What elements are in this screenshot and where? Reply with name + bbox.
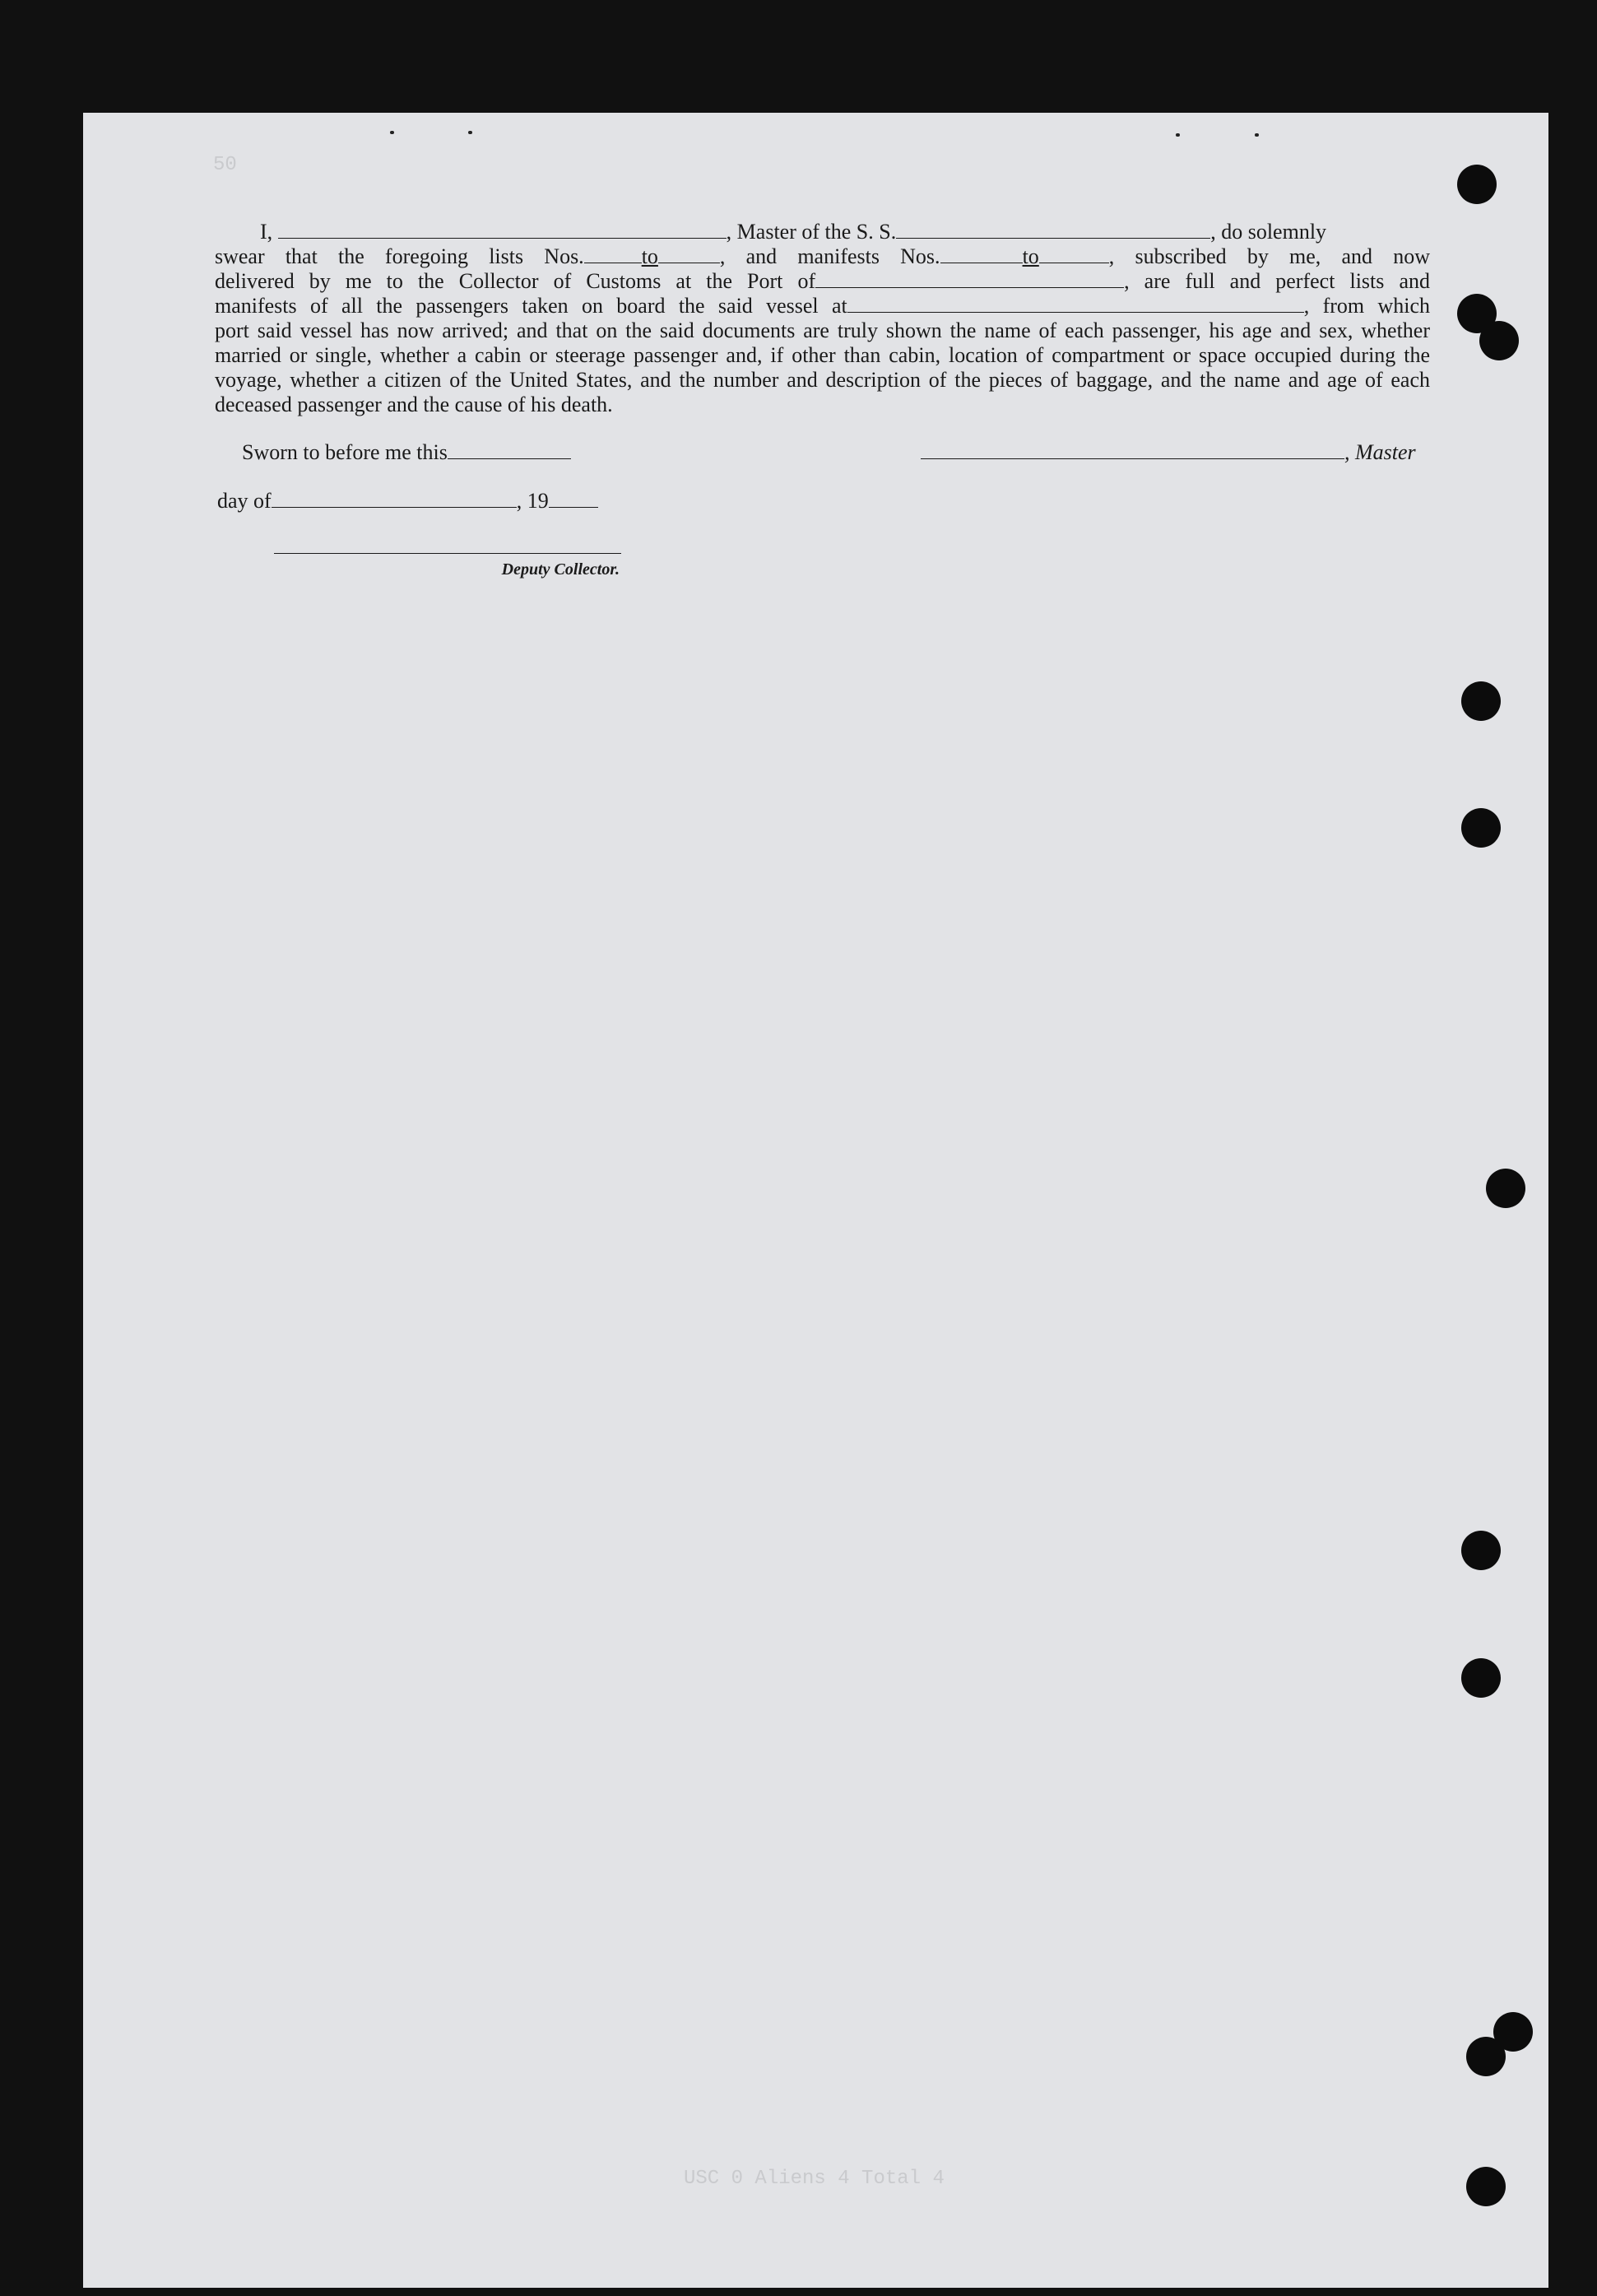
punch-hole-icon (1457, 165, 1497, 204)
list-to-blank[interactable] (658, 246, 720, 263)
punch-hole-icon (1461, 681, 1501, 721)
master-name-blank[interactable] (278, 221, 727, 239)
vessel-name-blank[interactable] (896, 221, 1210, 239)
date-row: day of , 19 (217, 489, 598, 514)
master-signature-blank[interactable] (921, 442, 1344, 459)
oath-text (215, 220, 1430, 417)
deputy-collector-label: Deputy Collector. (501, 560, 620, 579)
punch-hole-icon (1466, 2037, 1506, 2076)
year-blank[interactable] (549, 490, 598, 508)
oath-line-3: delivered by me to the Collector of Customs at the Port of , are full and perfect lists and (215, 269, 1430, 293)
sworn-day-blank[interactable] (448, 442, 571, 459)
month-blank[interactable] (272, 490, 517, 508)
sworn-row: Sworn to before me this (242, 440, 571, 465)
manifest-from-blank[interactable] (940, 246, 1023, 263)
oath-body: port said vessel has now arrived; and that on the said documents are truly shown the name of each passenger, his age and sex, whether married or single, whether a cabin or steerage passenger and, if other than cabin, location of compartment or space occupied during the voyage, whether a citizen of the United States, and the number and description of the pieces of baggage, and the name and age of each deceased passenger and the cause of his death. (215, 318, 1430, 416)
dust-speck (1176, 133, 1180, 137)
dust-speck (1255, 133, 1259, 137)
manifest-to-blank[interactable] (1039, 246, 1109, 263)
deputy-signature-line[interactable] (274, 553, 621, 554)
dust-speck (468, 131, 472, 134)
punch-hole-icon (1461, 1658, 1501, 1698)
list-from-blank[interactable] (584, 246, 642, 263)
punch-hole-icon (1479, 321, 1519, 360)
oath-line-4: manifests of all the passengers taken on board the said vessel at , from which (215, 294, 1430, 318)
master-signature-row: , Master (921, 440, 1416, 465)
departure-port-blank[interactable] (847, 295, 1304, 313)
bleed-through-top-number: 50 (213, 154, 237, 176)
oath-line-2: swear that the foregoing lists Nos. to , and manifests Nos. to , subscribed by me, and now (215, 244, 1430, 268)
punch-hole-icon (1466, 2167, 1506, 2206)
bleed-through-bottom-text: USC 0 Aliens 4 Total 4 (684, 2168, 945, 2190)
oath-line-1: I, , Master of the S. S. , do solemnly (260, 220, 1327, 244)
punch-hole-icon (1486, 1169, 1525, 1208)
document-page (83, 113, 1548, 2288)
punch-hole-icon (1461, 808, 1501, 848)
dust-speck (390, 131, 394, 134)
punch-hole-icon (1461, 1531, 1501, 1570)
port-blank[interactable] (815, 271, 1124, 288)
